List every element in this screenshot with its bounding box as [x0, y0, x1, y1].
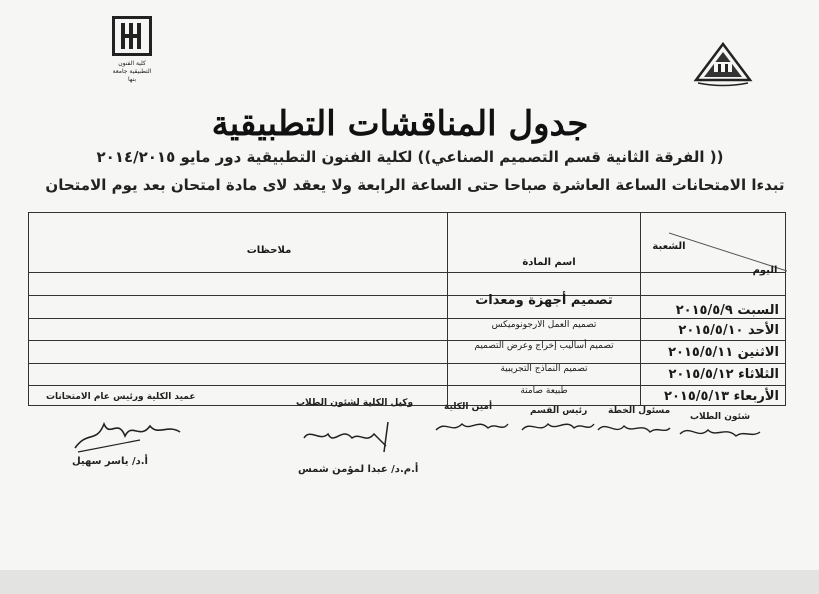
row-subject: تصميم النماذج التجريبية — [500, 364, 588, 374]
plan-officer-signature — [594, 416, 674, 442]
secretary-title: أمين الكلية — [444, 402, 493, 412]
dean-title: عميد الكلية ورئيس عام الامتحانات — [46, 392, 196, 402]
header-notes: ملاحظات — [246, 245, 292, 256]
row-day: الثلاثاء ٢٠١٥/٥/١٢ — [668, 367, 779, 382]
row-day: الأربعاء ٢٠١٥/٥/١٣ — [664, 389, 779, 404]
exam-schedule-table — [28, 212, 786, 406]
row-subject: طبيعة صامتة — [520, 386, 568, 396]
row-subject: تصميم أساليب إخراج وعرض التصميم — [474, 341, 614, 351]
dean-name: أ.د/ ياسر سهيل — [72, 456, 148, 467]
student-affairs-signature — [676, 420, 766, 446]
subtitle-line: (( الفرقة الثانية قسم التصميم الصناعي)) لكلية الفنون التطبيقية دور مايو ٢٠١٤/٢٠١٥ — [96, 148, 724, 166]
faculty-logo-caption: كلية الفنون التطبيقية جامعة بنها — [112, 60, 152, 83]
dept-head-signature — [518, 414, 598, 440]
plan-officer-title: مسئول الخطة — [608, 406, 671, 416]
dean-signature — [70, 410, 200, 458]
header-section: الشعبة — [652, 241, 686, 252]
row-subject: تصميم أجهزة ومعدات — [475, 293, 613, 308]
row-day: الأحد ٢٠١٥/٥/١٠ — [678, 323, 779, 338]
university-emblem-icon — [692, 40, 754, 90]
vice-dean-name: أ.م.د/ عبدا لمؤمن شمس — [298, 464, 419, 475]
row-day: السبت ٢٠١٥/٥/٩ — [675, 303, 779, 318]
secretary-signature — [432, 412, 512, 440]
dept-head-title: رئيس القسم — [530, 406, 588, 416]
document-title: جدول المناقشات التطبيقية — [211, 104, 589, 144]
header-subject: اسم المادة — [522, 257, 576, 268]
student-affairs-title: شئون الطلاب — [690, 412, 751, 422]
scan-bottom-strip — [0, 570, 819, 594]
row-day: الاثنين ٢٠١٥/٥/١١ — [668, 345, 779, 360]
row-subject: تصميم العمل الارجونوميكس — [491, 320, 597, 330]
faculty-logo — [108, 16, 156, 83]
vice-dean-title: وكيل الكلية لشئون الطلاب — [296, 398, 414, 408]
header-day: اليوم — [752, 265, 778, 276]
vice-dean-signature — [300, 416, 410, 456]
instructions-line: تبدءا الامتحانات الساعة العاشرة صباحا حتى الساعة الرابعة ولا يعقد لاى مادة امتحان بعد يوم الامتحان — [45, 176, 785, 194]
